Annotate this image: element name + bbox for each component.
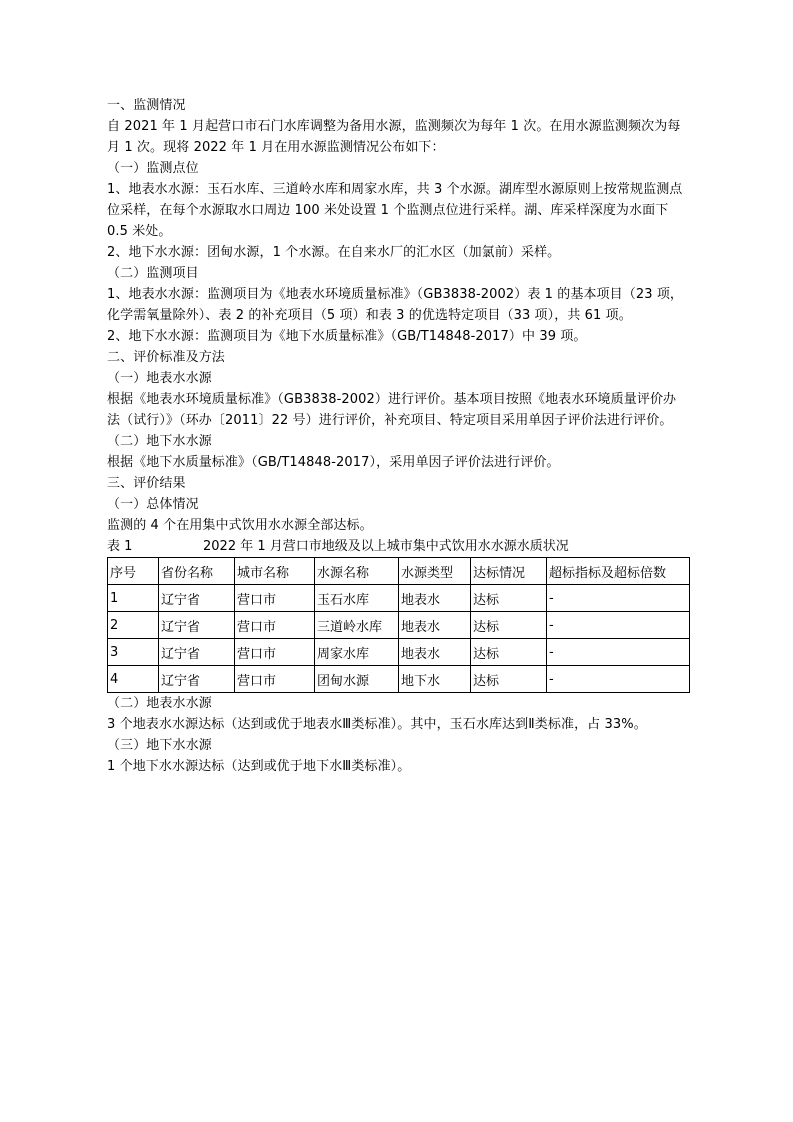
paragraph: 根据《地表水环境质量标准》（GB3838-2002）进行评价。基本项目按照《地表水环境质量评价办法（试行）》（环办〔2011〕22 号）进行评价，补充项目、特定项目采用单因子评价法进行评价。 <box>107 392 677 428</box>
subsection-heading: （三）地下水水源 <box>107 738 212 753</box>
paragraph: 监测的 4 个在用集中式饮用水水源全部达标。 <box>107 518 373 533</box>
table-cell: - <box>547 585 690 612</box>
table-cell: 1 <box>108 585 159 612</box>
paragraph: 根据《地下水质量标准》（GB/T14848-2017），采用单因子评价法进行评价。 <box>107 455 560 470</box>
table-cell: 辽宁省 <box>159 639 235 666</box>
table-row <box>108 612 690 639</box>
table-cell: 营口市 <box>235 612 315 639</box>
table-cell: 地表水 <box>399 639 471 666</box>
table-cell: - <box>547 612 690 639</box>
paragraph: 自 2021 年 1 月起营口市石门水库调整为备用水源，监测频次为每年 1 次。在用水源监测频次为每月 1 次。现将 2022 年 1 月在用水源监测情况公布如下： <box>107 119 681 155</box>
table-header-row <box>108 558 690 585</box>
subsection-heading: （一）监测点位 <box>107 161 199 176</box>
section-heading: 三、评价结果 <box>107 476 186 491</box>
paragraph: 1 个地下水水源达标（达到或优于地下水Ⅲ类标准）。 <box>107 759 411 774</box>
table-cell: 达标 <box>471 666 547 693</box>
table-cell: 达标 <box>471 612 547 639</box>
table-row <box>108 585 690 612</box>
table-cell: 营口市 <box>235 639 315 666</box>
table-cell: 地表水 <box>399 612 471 639</box>
table-row <box>108 639 690 666</box>
table-cell: 营口市 <box>235 666 315 693</box>
table-cell: 团甸水源 <box>315 666 399 693</box>
table-number: 表 1 <box>107 539 133 554</box>
table-caption <box>107 536 689 557</box>
section-heading: 一、监测情况 <box>107 98 186 113</box>
subsection-heading: （一）总体情况 <box>107 497 199 512</box>
paragraph: 1、地表水水源：玉石水库、三道岭水库和周家水库，共 3 个水源。湖库型水源原则上按常规监测点位采样，在每个水源取水口周边 100 米处设置 1 个监测点位进行采样。湖、库采样深度为水面下 0.5 米处。 <box>107 182 683 239</box>
table-cell: 辽宁省 <box>159 585 235 612</box>
subsection-heading: （二）地下水水源 <box>107 434 212 449</box>
table-cell: - <box>547 639 690 666</box>
table-cell: 达标 <box>471 639 547 666</box>
paragraph: 1、地表水水源：监测项目为《地表水环境质量标准》（GB3838-2002）表 1 的基本项目（23 项，化学需氧量除外）、表 2 的补充项目（5 项）和表 3 的优选特定项目（33 项），共 61 项。 <box>107 287 684 323</box>
table-cell: 4 <box>108 666 159 693</box>
header-cell: 达标情况 <box>471 558 547 585</box>
table-cell: 地表水 <box>399 585 471 612</box>
table-cell: 地下水 <box>399 666 471 693</box>
table-cell: 达标 <box>471 585 547 612</box>
subsection-heading: （一）地表水水源 <box>107 371 212 386</box>
header-cell: 城市名称 <box>235 558 315 585</box>
table-cell: 3 <box>108 639 159 666</box>
header-cell: 水源名称 <box>315 558 399 585</box>
section-heading: 二、评价标准及方法 <box>107 350 225 365</box>
table-title: 2022 年 1 月营口市地级及以上城市集中式饮用水水源水质状况 <box>203 539 569 554</box>
table-cell: 玉石水库 <box>315 585 399 612</box>
document-page <box>107 95 689 777</box>
paragraph: 3 个地表水水源达标（达到或优于地表水Ⅲ类标准）。其中，玉石水库达到Ⅱ类标准，占 33%。 <box>107 717 647 732</box>
header-cell: 省份名称 <box>159 558 235 585</box>
subsection-heading: （二）监测项目 <box>107 266 199 281</box>
header-cell: 水源类型 <box>399 558 471 585</box>
table-cell: 2 <box>108 612 159 639</box>
table-cell: 辽宁省 <box>159 612 235 639</box>
water-quality-table <box>107 557 690 693</box>
paragraph: 2、地下水水源：团甸水源，1 个水源。在自来水厂的汇水区（加氯前）采样。 <box>107 245 561 260</box>
table-row <box>108 666 690 693</box>
header-cell: 序号 <box>108 558 159 585</box>
paragraph: 2、地下水水源：监测项目为《地下水质量标准》（GB/T14848-2017）中 39 项。 <box>107 329 587 344</box>
table-cell: 周家水库 <box>315 639 399 666</box>
subsection-heading: （二）地表水水源 <box>107 696 212 711</box>
table-cell: 营口市 <box>235 585 315 612</box>
table-cell: 三道岭水库 <box>315 612 399 639</box>
table-cell: - <box>547 666 690 693</box>
header-cell: 超标指标及超标倍数 <box>547 558 690 585</box>
table-cell: 辽宁省 <box>159 666 235 693</box>
